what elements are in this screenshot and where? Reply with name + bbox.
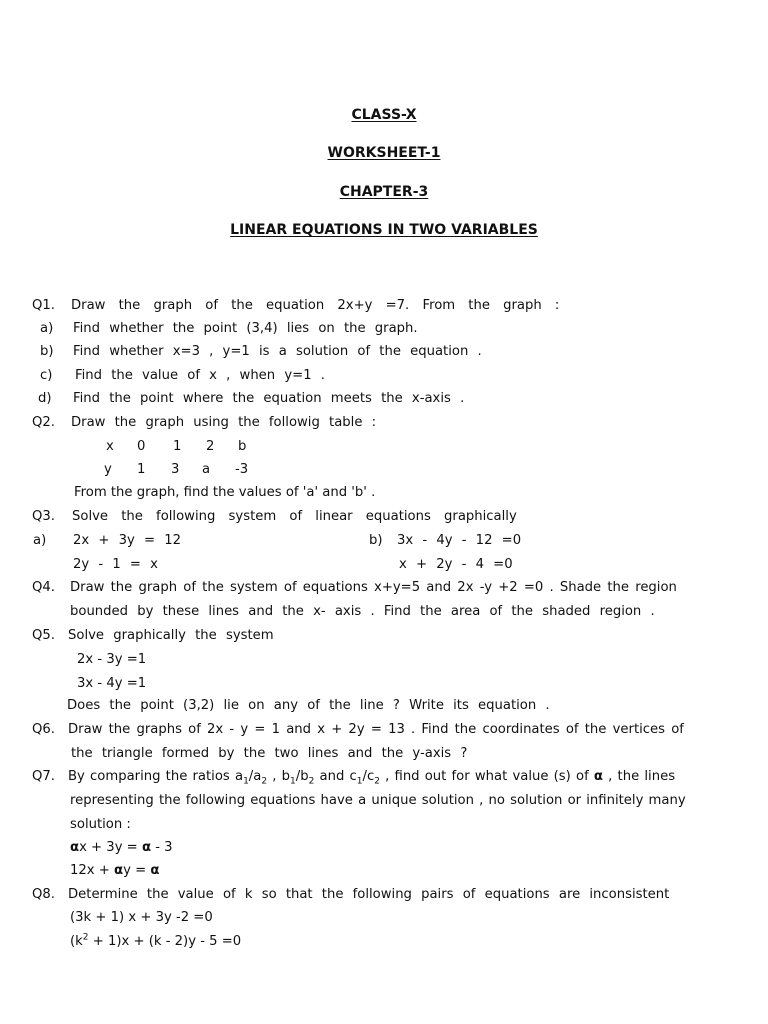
q2-table-cell: 0 bbox=[137, 439, 146, 454]
q2-table-cell: -3 bbox=[235, 462, 249, 477]
q5-after-text: Does the point (3,2) lie on any of the line ? Write its equation . bbox=[67, 698, 550, 713]
q7-text-part: /b bbox=[295, 769, 309, 784]
q8-text-part: + 1)x + (k - 2)y - 5 =0 bbox=[88, 934, 242, 949]
q3b-label: b) bbox=[369, 533, 383, 548]
q8-text: Determine the value of k so that the following pairs of equations are inconsistent bbox=[68, 887, 670, 902]
alpha-symbol: α bbox=[141, 840, 151, 855]
q7-subscript: 2 bbox=[308, 776, 315, 787]
q1a-label: a) bbox=[40, 321, 54, 336]
q5-equation-2: 3x - 4y =1 bbox=[77, 676, 147, 691]
q1-number: Q1. bbox=[32, 298, 55, 313]
q6-line-2: the triangle formed by the two lines and the y-axis ? bbox=[71, 746, 468, 761]
q1a-text: Find whether the point (3,4) lies on the graph. bbox=[73, 321, 418, 336]
q7-text-part: /a bbox=[248, 769, 262, 784]
q7-subscript: 1 bbox=[356, 776, 363, 787]
q8-number: Q8. bbox=[32, 887, 55, 902]
chapter-heading: CHAPTER-3 bbox=[339, 184, 429, 200]
q4-line-2: bounded by these lines and the x- axis . Find the area of the shaded region . bbox=[70, 604, 655, 619]
q7-equation-1 bbox=[70, 840, 173, 856]
q7-line-3: solution : bbox=[70, 817, 131, 832]
q3b-equation-1: 3x - 4y - 12 =0 bbox=[397, 533, 522, 548]
q7-text-part: By comparing the ratios a bbox=[68, 769, 244, 784]
q7-text-part: and c bbox=[314, 769, 357, 784]
q7-equation-2 bbox=[70, 863, 159, 879]
q7-line-2: representing the following equations have a unique solution , no solution or infinitely many bbox=[70, 793, 686, 808]
q2-table-cell: y bbox=[104, 462, 112, 477]
class-heading: CLASS-X bbox=[351, 107, 417, 123]
alpha-symbol: α bbox=[593, 769, 603, 784]
q2-table-cell: 1 bbox=[137, 462, 146, 477]
alpha-symbol: α bbox=[114, 863, 124, 878]
q3-text: Solve the following system of linear equations graphically bbox=[72, 509, 517, 524]
q2-table-cell: 2 bbox=[206, 439, 215, 454]
q6-number: Q6. bbox=[32, 722, 55, 737]
q1d-label: d) bbox=[38, 391, 52, 406]
q1c-label: c) bbox=[40, 368, 53, 383]
q2-after-text: From the graph, find the values of 'a' and 'b' . bbox=[74, 485, 376, 500]
q7-text-part: , the lines bbox=[602, 769, 676, 784]
q7-text-part: - 3 bbox=[151, 840, 173, 855]
q7-text-part: x + 3y = bbox=[79, 840, 142, 855]
q2-table-cell: 3 bbox=[171, 462, 180, 477]
alpha-symbol: α bbox=[150, 863, 160, 878]
q3b-equation-2: x + 2y - 4 =0 bbox=[399, 557, 513, 572]
alpha-symbol: α bbox=[70, 840, 80, 855]
q1b-text: Find whether x=3 , y=1 is a solution of the equation . bbox=[73, 344, 482, 359]
q7-number: Q7. bbox=[32, 769, 55, 784]
q7-subscript: 2 bbox=[261, 776, 268, 787]
q8-text-part: (k bbox=[70, 934, 83, 949]
q2-table-cell: b bbox=[238, 439, 247, 454]
q7-subscript: 2 bbox=[374, 776, 380, 787]
q7-line-1 bbox=[68, 769, 675, 785]
q7-text-part: y = bbox=[123, 863, 151, 878]
q1c-text: Find the value of x , when y=1 . bbox=[75, 368, 325, 383]
q5-equation-1: 2x - 3y =1 bbox=[77, 652, 147, 667]
q3a-equation-2: 2y - 1 = x bbox=[73, 557, 158, 572]
worksheet-heading: WORKSHEET-1 bbox=[327, 145, 441, 161]
q5-text: Solve graphically the system bbox=[68, 628, 274, 643]
q2-number: Q2. bbox=[32, 415, 55, 430]
q1d-text: Find the point where the equation meets the x-axis . bbox=[73, 391, 465, 406]
q5-number: Q5. bbox=[32, 628, 55, 643]
q3a-label: a) bbox=[33, 533, 47, 548]
q4-number: Q4. bbox=[32, 580, 55, 595]
q8-equation-2 bbox=[70, 934, 241, 950]
q7-subscript: 1 bbox=[290, 776, 296, 787]
topic-heading: LINEAR EQUATIONS IN TWO VARIABLES bbox=[230, 222, 538, 238]
q2-text: Draw the graph using the followig table : bbox=[71, 415, 377, 430]
q3-number: Q3. bbox=[32, 509, 55, 524]
q7-text-part: 12x + bbox=[70, 863, 115, 878]
q7-text-part: , b bbox=[267, 769, 291, 784]
q7-text-part: , find out for what value (s) of bbox=[379, 769, 594, 784]
q7-subscript: 1 bbox=[243, 776, 249, 787]
q2-table-cell: a bbox=[202, 462, 211, 477]
q6-line-1: Draw the graphs of 2x - y = 1 and x + 2y = 13 . Find the coordinates of the vertices of bbox=[68, 722, 684, 737]
q8-equation-1: (3k + 1) x + 3y -2 =0 bbox=[70, 910, 213, 925]
q1b-label: b) bbox=[40, 344, 54, 359]
q8-superscript: 2 bbox=[82, 932, 89, 943]
q4-line-1: Draw the graph of the system of equations x+y=5 and 2x -y +2 =0 . Shade the region bbox=[70, 580, 677, 595]
q2-table-cell: 1 bbox=[173, 439, 182, 454]
q2-table-cell: x bbox=[106, 439, 114, 454]
q1-text: Draw the graph of the equation 2x+y =7. From the graph : bbox=[71, 298, 560, 313]
q7-text-part: /c bbox=[362, 769, 375, 784]
q3a-equation-1: 2x + 3y = 12 bbox=[73, 533, 182, 548]
